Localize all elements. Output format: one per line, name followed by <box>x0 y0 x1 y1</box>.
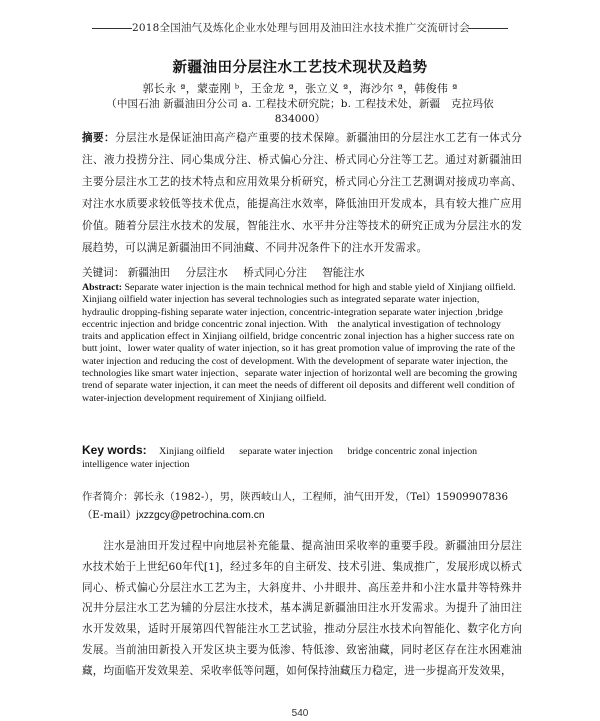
chinese-abstract-text: 分层注水是保证油田高产稳产重要的技术保障。新疆油田的分层注水工艺有一体式分注、液力投捞分注、同心集成分注、桥式偏心分注、桥式同心分注等工艺。通过对新疆油田主要分层注水工艺的技术特点和应用效果分析研究，桥式同心分注工艺测调对接成功率高、对注水水质要求较低等技术优点，能提高注水效率，降低油田开发成本，具有较大推广应用价值。随着分层注水技术的发展，智能注水、水平井分注等技术的研究正成为分层注水的发展趋势，可以满足新疆油田不同油藏、不同井况条件下的注水开发需求。 <box>82 132 522 254</box>
email-label: （E-mail） <box>82 509 137 521</box>
english-keywords <box>82 444 522 471</box>
author-email: jxzzgcy@petrochina.com.cn <box>136 510 265 521</box>
english-abstract-text: Separate water injection is the main technical method for high and stable yield of Xinjiang oilfield. Xinjiang oilfield water injection has several technologies such as integrated separate water injection, hydraulic dropping-fishing separate water injection, concentric-integration separate water injection ,bridge eccentric injection and bridge concentric zonal injection. With the analytical investigation of technology traits and application effect in Xinjiang oilfield, bridge concentric zonal injection has a higher success rate on butt joint、lower water quality of water injection, so it has great promotion value of improving the rate of the water injection and reducing the cost of development. With the development of separate water injection, the technologies like smart water injection、separate water injection of horizontal well are becoming the growing trend of separate water injection, it can meet the needs of different oil deposits and different well condition of water-injection development requirement of Xinjiang oilfield. <box>82 282 518 404</box>
header-rule-left <box>92 28 132 29</box>
chinese-keyword: 智能注水 <box>322 267 365 279</box>
chinese-keywords <box>82 266 522 280</box>
chinese-abstract <box>82 127 522 259</box>
author-bio-line: 作者简介：郭长永（1982-），男，陕西岐山人，工程师，油气田开发，（Tel）15909907836 <box>82 491 509 503</box>
running-header <box>0 12 600 34</box>
chinese-keyword: 新疆油田 <box>127 267 171 279</box>
english-keyword: separate water injection <box>239 446 333 457</box>
chinese-keyword: 分层注水 <box>185 267 228 279</box>
chinese-abstract-label: 摘要： <box>82 132 116 144</box>
running-header-text: 2018全国油气及炼化企业水处理与回用及油田注水技术推广交流研讨会 <box>132 22 470 34</box>
page-number: 540 <box>291 708 309 719</box>
affiliation-postcode: 834000） <box>274 113 326 125</box>
author-list: 郭长永 ª，蒙壶刚 ᵇ，王金龙 ª，张立义 ª，海沙尔 ª，韩俊伟 ª <box>142 82 458 95</box>
english-abstract <box>82 282 518 405</box>
chinese-keywords-label: 关键词： <box>82 267 125 279</box>
chinese-keyword: 桥式同心分注 <box>243 267 307 279</box>
english-keyword: intelligence water injection <box>82 459 190 470</box>
english-keyword: bridge concentric zonal injection <box>347 446 478 457</box>
author-bio <box>82 488 526 525</box>
body-paragraph: 注水是油田开发过程中向地层补充能量、提高油田采收率的重要手段。新疆油田分层注水技术始于上世纪60年代[1]，经过多年的自主研发、技术引进、集成推广，发展形成以桥式同心、桥式偏心分层注水工艺为主，大斜度井、小井眼井、高压差井和小注水量井等特殊井况井分层注水工艺为辅的分层注水技术，基本满足新疆油田注水开发需求。为提升了油田注水开发效果，适时开展第四代智能注水工艺试验，推动分层注水技术向智能化、数字化方向发展。当前油田新投入开发区块主要为低渗、特低渗、致密油藏，同时老区存在注水困难油藏，均面临开发效果差、采收率低等问题，如何保持油藏压力稳定，进一步提高开发效果， <box>82 540 522 677</box>
paper-title: 新疆油田分层注水工艺技术现状及趋势 <box>172 60 428 76</box>
author-bio-email-line <box>82 506 526 525</box>
english-keyword: Xinjiang oilfield <box>159 446 225 457</box>
english-keywords-label: Key words: <box>82 443 147 457</box>
header-rule-right <box>468 28 508 29</box>
english-abstract-label: Abstract: <box>82 282 123 293</box>
affiliation: （中国石油 新疆油田分公司 a. 工程技术研究院；b. 工程技术处，新疆 克拉玛依 <box>106 98 494 110</box>
